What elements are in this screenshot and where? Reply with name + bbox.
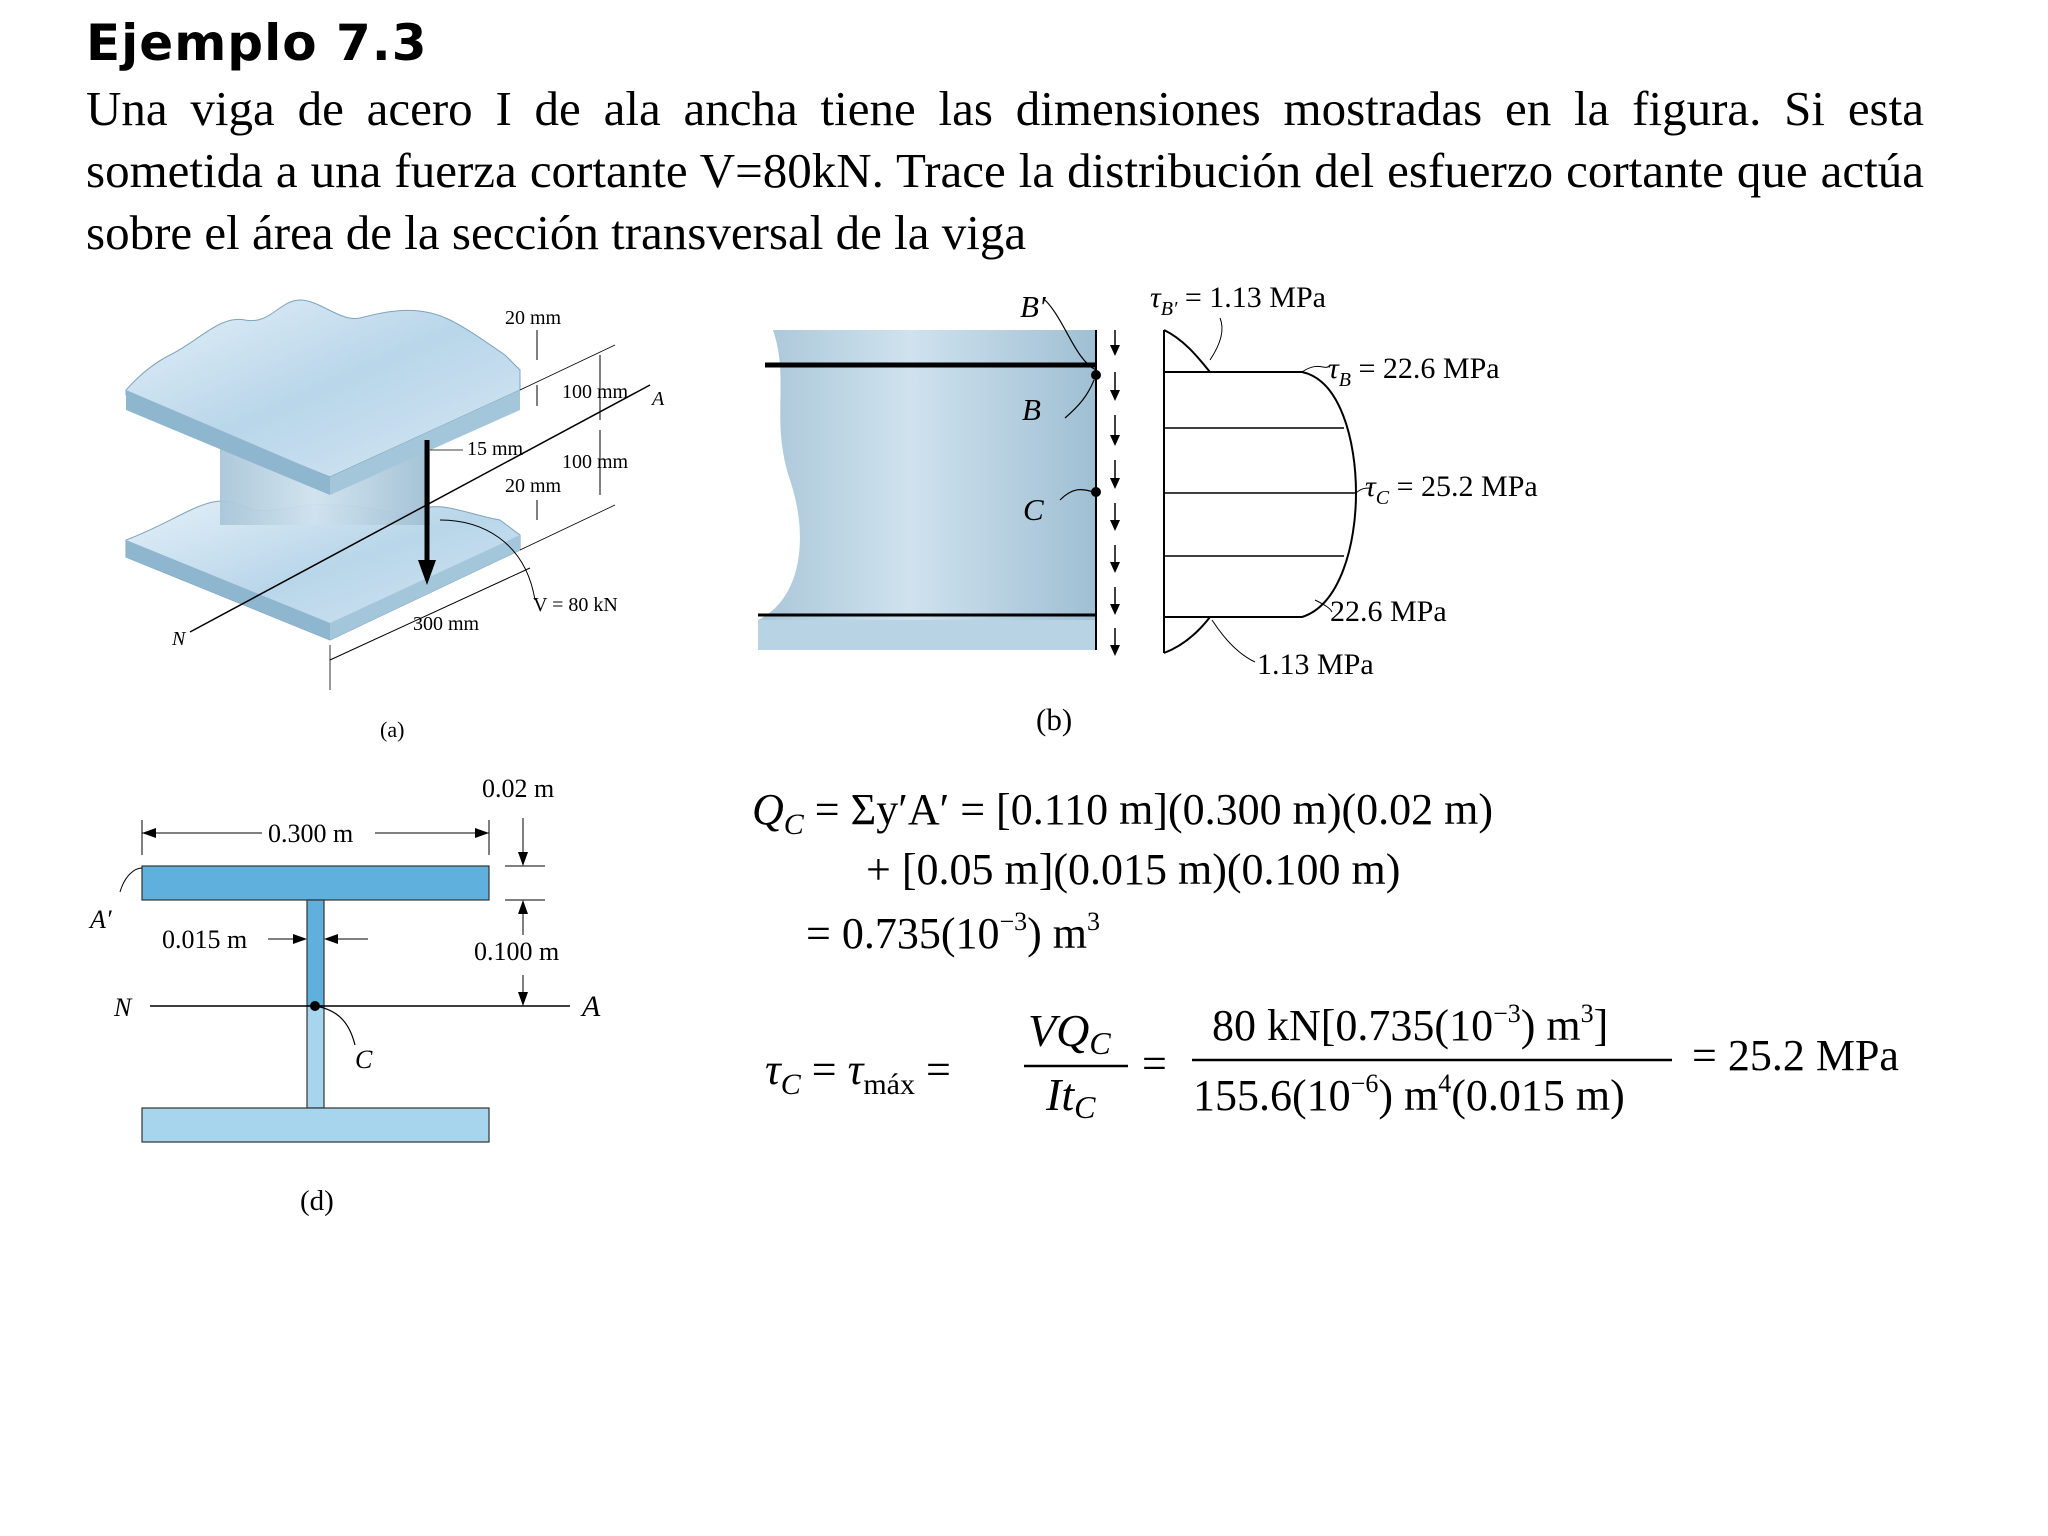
- eq-frac1-denominator: ItC: [1046, 1069, 1096, 1125]
- example-title: Ejemplo 7.3: [86, 14, 428, 72]
- fig-b-tau-b: $\tau_B = 22.6$ MPa: [1328, 352, 1500, 391]
- fig-d-caption: (d): [300, 1185, 334, 1217]
- fig-b-label-b: B: [1022, 392, 1041, 427]
- fig-d-label-a: A: [582, 990, 601, 1023]
- fig-a-dim-bottom-flange: 20 mm: [505, 475, 562, 497]
- eq-frac2-numerator: 80 $kN[0.735(10^{-3})$ $m^3$]: [1212, 999, 1609, 1050]
- eq-frac1-numerator: VQC: [1028, 1005, 1111, 1061]
- eq-result: = 25.2 MPa: [1692, 1031, 1899, 1080]
- eq-qc-line-3: = $0.735(10^{-3})$ $m^3$: [806, 907, 1101, 958]
- problem-statement: Una viga de acero I de ala ancha tiene las dimensiones mostradas en la figura. Si esta sometida a una fuerza cortante V=80kN. Trace la distribución del esfuerzo cortante que actúa sobre el área de la sección transversal de la viga: [86, 81, 1924, 260]
- fig-a-dim-top-flange: 20 mm: [505, 307, 562, 329]
- eq-qc-line-1: $Q_C = \Sigma y'A' = [0.110$ m](0.300 m)(0.02 m): [752, 785, 1494, 841]
- figure-a-isometric-beam: [126, 300, 650, 690]
- fig-d-dim-web: 0.015 m: [162, 925, 248, 954]
- fig-b-caption: (b): [1036, 702, 1073, 737]
- fig-b-lower-1-13: 1.13 MPa: [1257, 648, 1374, 681]
- fig-d-label-n: N: [114, 993, 132, 1022]
- fig-d-label-c: C: [355, 1045, 373, 1074]
- fig-d-dim-half-depth: 0.100 m: [474, 937, 560, 966]
- figure-b-stress-distribution: [758, 300, 1372, 662]
- fig-b-label-bprime: B′: [1020, 289, 1046, 324]
- fig-a-label-a: A: [652, 388, 665, 410]
- fig-d-label-aprime: A′: [90, 905, 112, 934]
- fig-a-dim-upper: 100 mm: [562, 381, 629, 403]
- fig-a-label-n: N: [172, 628, 186, 650]
- fig-b-lower-22-6: 22.6 MPa: [1330, 595, 1447, 628]
- figure-d-cross-section: [120, 818, 570, 1142]
- eq-frac2-denominator: $155.6(10^{-6})$ $m^4(0.015$ m): [1193, 1069, 1625, 1120]
- fig-d-dim-width: 0.300 m: [268, 819, 354, 848]
- eq-equals-2: =: [1142, 1039, 1167, 1088]
- fig-b-tau-c: $\tau_C = 25.2$ MPa: [1365, 470, 1538, 509]
- fig-b-label-c: C: [1023, 492, 1044, 527]
- fig-a-dim-web: 15 mm: [467, 438, 524, 460]
- eq-tau-lhs: $\tau_C = \tau_{máx}$ =: [765, 1045, 951, 1101]
- fig-a-caption: (a): [380, 717, 405, 742]
- eq-qc-line-2: + [0.05 m](0.015 m)(0.100 m): [866, 845, 1401, 894]
- fig-a-dim-lower: 100 mm: [562, 451, 629, 473]
- fig-a-shear-label: V = 80 kN: [533, 594, 618, 616]
- fig-a-dim-width: 300 mm: [413, 613, 480, 635]
- fig-b-tau-bprime: $\tau_{B'} = 1.13$ MPa: [1150, 281, 1326, 320]
- fig-d-dim-flange-thickness: 0.02 m: [482, 774, 555, 803]
